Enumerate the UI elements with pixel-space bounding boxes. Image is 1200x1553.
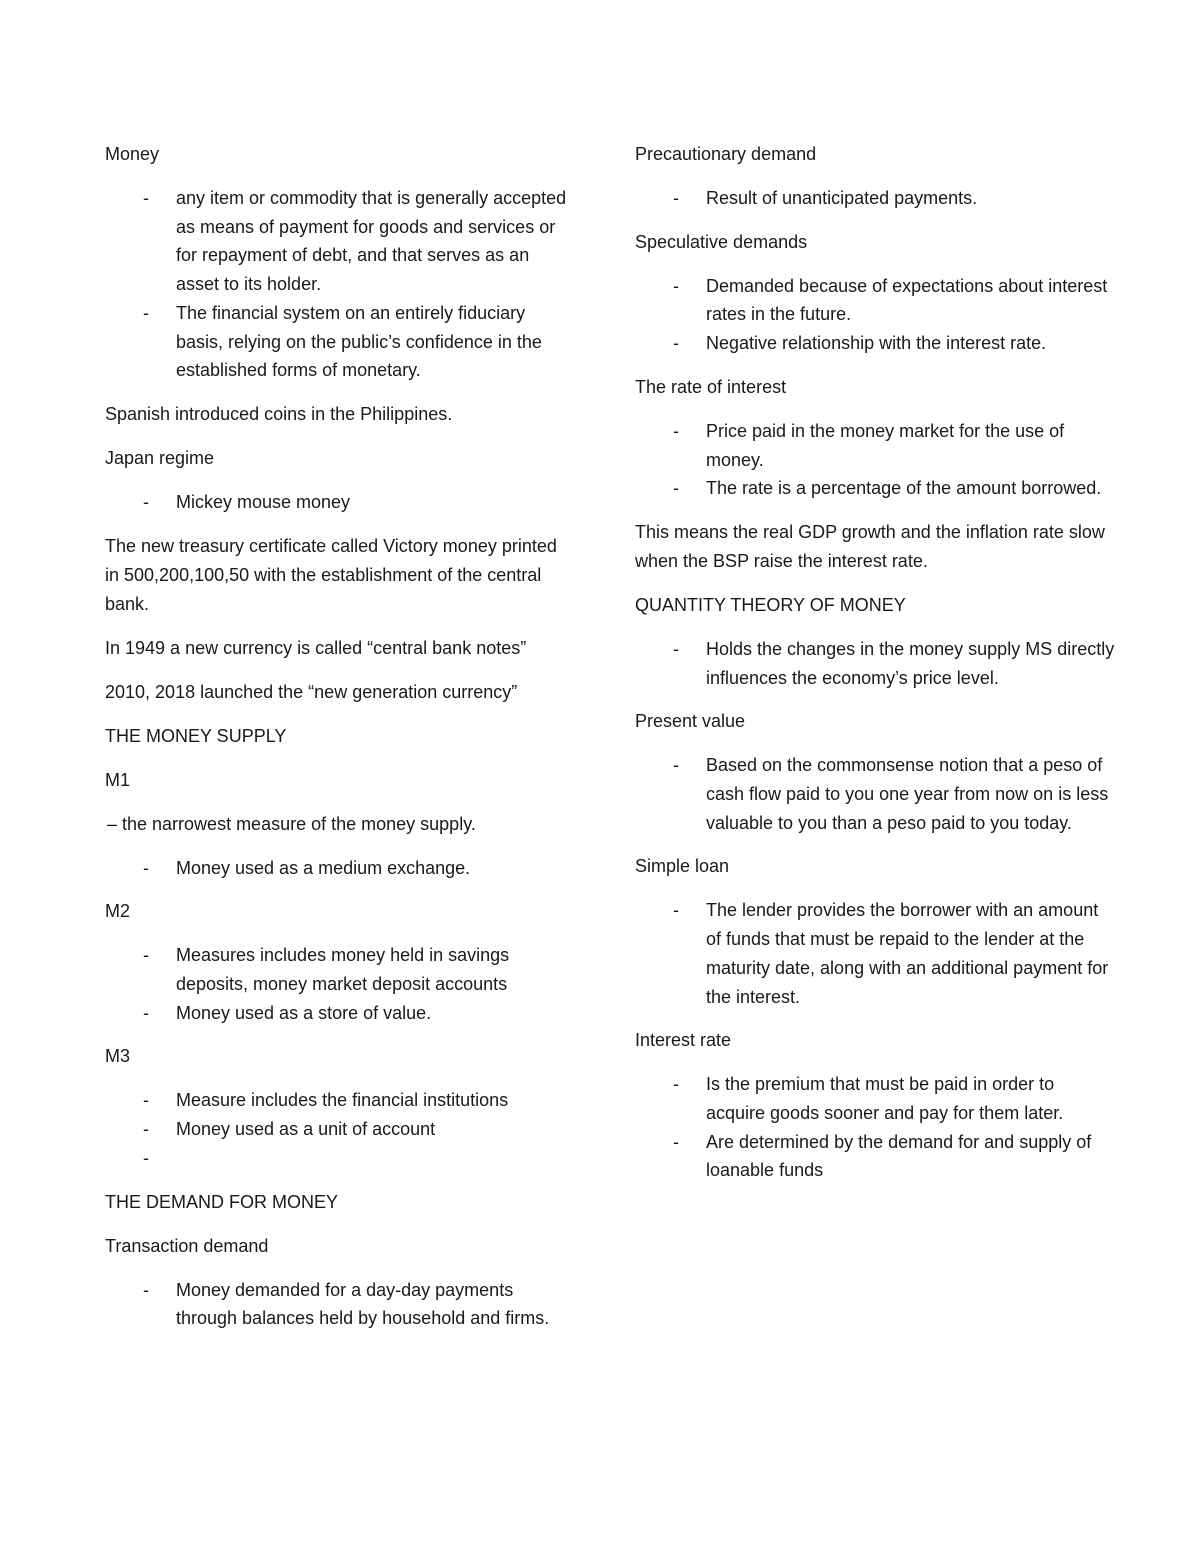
m3-list	[105, 1086, 575, 1172]
left-column	[105, 140, 575, 1348]
speculative-list	[635, 272, 1115, 358]
japan-list	[105, 488, 575, 517]
list-item: - Money used as a unit of account	[105, 1115, 575, 1144]
m2-list	[105, 941, 575, 1027]
m1-list	[105, 854, 575, 883]
list-item: - The financial system on an entirely fiduciary basis, relying on the public’s confidence in the established forms of monetary.	[105, 299, 575, 385]
rate-heading: The rate of interest	[635, 376, 787, 397]
interest-list	[635, 1070, 1115, 1185]
year-2010-paragraph: 2010, 2018 launched the “new generation currency”	[105, 681, 518, 702]
list-item: - Measures includes money held in savings deposits, money market deposit accounts	[105, 941, 575, 998]
list-item-empty	[105, 1144, 575, 1173]
money-heading: Money	[105, 144, 160, 164]
gdp-paragraph: This means the real GDP growth and the inflation rate slow when the BSP raise the interest rate.	[635, 521, 1105, 571]
spanish-paragraph: Spanish introduced coins in the Philippines.	[105, 403, 453, 424]
list-item: - The rate is a percentage of the amount borrowed.	[635, 474, 1115, 503]
present-list	[635, 751, 1115, 837]
list-item: - Is the premium that must be paid in order to acquire goods sooner and pay for them later.	[635, 1070, 1115, 1127]
list-item: - Holds the changes in the money supply MS directly influences the economy’s price level.	[635, 635, 1115, 692]
m1-note: – the narrowest measure of the money supply.	[107, 813, 476, 834]
money-supply-heading: THE MONEY SUPPLY	[105, 725, 287, 746]
list-item: - Money used as a medium exchange.	[105, 854, 575, 883]
quantity-heading: QUANTITY THEORY OF MONEY	[635, 594, 906, 615]
present-heading: Present value	[635, 711, 746, 732]
demand-heading: THE DEMAND FOR MONEY	[105, 1191, 339, 1212]
list-item: - The lender provides the borrower with an amount of funds that must be repaid to the lender at the maturity date, along with an additional payment for the interest.	[635, 896, 1115, 1011]
list-item: - Demanded because of expectations about interest rates in the future.	[635, 272, 1115, 329]
simple-heading: Simple loan	[635, 856, 730, 877]
speculative-heading: Speculative demands	[635, 231, 808, 252]
m2-heading: M2	[105, 901, 131, 922]
precautionary-list	[635, 184, 1115, 213]
list-item: - Money demanded for a day-day payments through balances held by household and firms.	[105, 1276, 575, 1333]
precautionary-heading: Precautionary demand	[635, 144, 817, 164]
year-1949-paragraph: In 1949 a new currency is called “central bank notes”	[105, 637, 527, 658]
list-item: - Mickey mouse money	[105, 488, 575, 517]
interest-heading: Interest rate	[635, 1030, 732, 1051]
m1-heading: M1	[105, 769, 131, 790]
list-item: - any item or commodity that is generally accepted as means of payment for goods and services or for repayment of debt, and that serves as an asset to its holder.	[105, 184, 575, 299]
list-item: - Price paid in the money market for the use of money.	[635, 417, 1115, 474]
quantity-list	[635, 635, 1115, 692]
japan-heading: Japan regime	[105, 447, 215, 468]
treasury-paragraph: The new treasury certificate called Victory money printed in 500,200,100,50 with the establishment of the central bank.	[105, 535, 557, 614]
money-list	[105, 184, 575, 385]
list-item: - Result of unanticipated payments.	[635, 184, 1115, 213]
transaction-heading: Transaction demand	[105, 1235, 269, 1256]
list-item: - Are determined by the demand for and supply of loanable funds	[635, 1128, 1115, 1185]
list-item: - Negative relationship with the interest rate.	[635, 329, 1115, 358]
rate-list	[635, 417, 1115, 503]
list-item: - Based on the commonsense notion that a peso of cash flow paid to you one year from now on is less valuable to you than a peso paid to you today.	[635, 751, 1115, 837]
right-column	[635, 140, 1115, 1200]
transaction-list	[105, 1276, 575, 1333]
simple-list	[635, 896, 1115, 1011]
list-item: - Money used as a store of value.	[105, 999, 575, 1028]
m3-heading: M3	[105, 1046, 131, 1067]
list-item: - Measure includes the financial institutions	[105, 1086, 575, 1115]
